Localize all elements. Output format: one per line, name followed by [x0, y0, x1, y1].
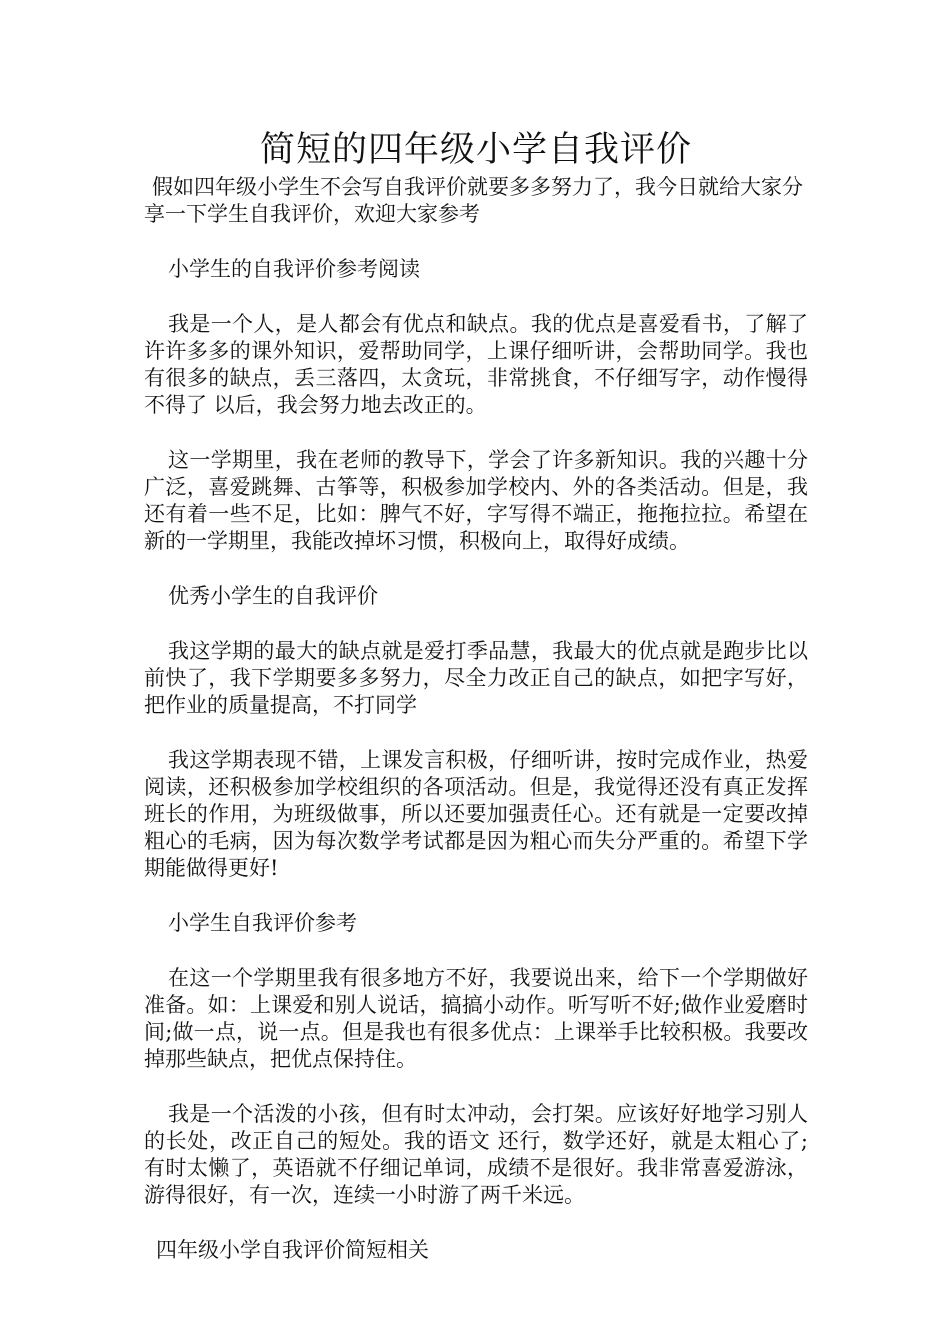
body-paragraph: 我这学期表现不错，上课发言积极，仔细听讲，按时完成作业，热爱阅读，还积极参加学校组织的各项活动。但是，我觉得还没有真正发挥班长的作用，为班级做事，所以还要加强责任心。还有就是一定要改掉粗心的毛病，因为每次数学考试都是因为粗心而失分严重的。希望下学期能做得更好! [144, 748, 808, 880]
spacer [144, 1209, 808, 1237]
spacer [144, 419, 808, 447]
body-paragraph: 这一学期里，我在老师的教导下，学会了许多新知识。我的兴趣十分广泛，喜爱跳舞、古筝等，积极参加学校内、外的各类活动。但是，我还有着一些不足，比如：脾气不好，字写得不端正，拖拖拉拉。希望在新的一学期里，我能改掉坏习惯，积极向上，取得好成绩。 [144, 448, 808, 553]
spacer [144, 228, 808, 256]
document-page [144, 126, 808, 1264]
spacer [144, 555, 808, 583]
body-paragraph: 我是一个人，是人都会有优点和缺点。我的优点是喜爱看书，了解了许许多多的课外知识，爱帮助同学，上课仔细听讲，会帮助同学。我也有很多的缺点，丢三落四，太贪玩，非常挑食，不仔细写字，动作慢得不得了 以后，我会努力地去改正的。 [144, 312, 808, 417]
section-heading: 小学生自我评价参考 [168, 911, 357, 935]
document-title: 简短的四年级小学自我评价 [259, 130, 692, 170]
body-paragraph: 在这一个学期里我有很多地方不好，我要说出来，给下一个学期做好准备。如：上课爱和别人说话，搞搞小动作。听写听不好;做作业爱磨时间;做一点，说一点。但是我也有很多优点：上课举手比较积极。我要改掉那些缺点，把优点保持住。 [144, 966, 808, 1071]
spacer [144, 283, 808, 311]
spacer [144, 937, 808, 965]
spacer [144, 882, 808, 910]
spacer [144, 719, 808, 747]
section-heading: 小学生的自我评价参考阅读 [168, 257, 420, 281]
section-heading: 优秀小学生的自我评价 [168, 584, 378, 608]
intro-paragraph: 假如四年级小学生不会写自我评价就要多多努力了，我今日就给大家分享一下学生自我评价，欢迎大家参考 [144, 175, 803, 226]
body-paragraph: 我这学期的最大的缺点就是爱打季品慧，我最大的优点就是跑步比以前快了，我下学期要多多努力，尽全力改正自己的缺点，如把字写好，把作业的质量提高，不打同学 [144, 639, 808, 717]
spacer [144, 610, 808, 638]
body-paragraph: 我是一个活泼的小孩，但有时太冲动，会打架。应该好好地学习别人的长处，改正自己的短处。我的语文 还行，数学还好，就是太粗心了;有时太懒了，英语就不仔细记单词，成绩不是很好。我非常喜爱游泳，游得很好，有一次，连续一小时游了两千米远。 [144, 1102, 808, 1207]
footer-heading: 四年级小学自我评价简短相关 [156, 1238, 429, 1262]
spacer [144, 1073, 808, 1101]
